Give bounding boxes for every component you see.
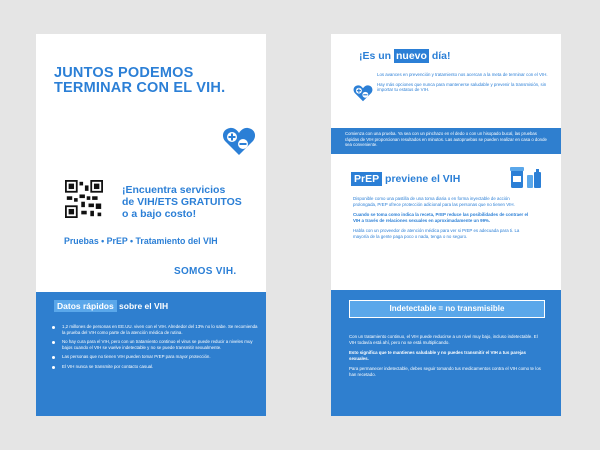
heart-plus-icon: [353, 84, 373, 102]
right-flyer-card: [331, 34, 561, 416]
qr-code-icon[interactable]: [65, 180, 103, 218]
new-day-title-suffix: día!: [428, 50, 451, 62]
brand-text: SOMOS VIH.: [174, 266, 237, 277]
intro-paragraph: Hay más opciones que nunca para mantenerse saludable y prevenir la transmisión, sin importar tu estatus de VIH.: [377, 81, 547, 93]
fact-item: Las personas que no tienen VIH pueden tomar PrEP para mayor protección.: [50, 354, 260, 360]
undetectable-paragraph: Esto significa que te mantienes saludable y no puedes transmitir el VIH a tus parejas sexuales.: [349, 350, 526, 361]
pill-bottle-icon: [509, 166, 543, 190]
undetectable-banner: Indetectable = no transmisible: [349, 300, 545, 318]
new-day-title: [359, 50, 451, 62]
left-title-line-1: JUNTOS PODEMOS: [54, 65, 194, 81]
fact-item: 1,2 millones de personas en EE.UU. viven con el VIH. Alrededor del 13% no lo sabe. Se recomienda la prueba del VIH como parte de la atención médica de rutina.: [50, 324, 260, 335]
prep-paragraph: Disponible como una pastilla de una toma diaria o en forma inyectable de acción prolongada, PrEP ofrece protección adicional para las personas que no tienen VIH.: [353, 196, 515, 207]
services-list: Pruebas • PrEP • Tratamiento del VIH: [64, 236, 218, 246]
intro-paragraph: Los avances en prevención y tratamiento nos acercan a la meta de terminar con el VIH.: [377, 72, 548, 77]
undetectable-paragraph: Con un tratamiento continuo, el VIH puede reducirse a un nivel muy bajo, incluso indetectable. El VIH todavía está ahí, pero no se está multiplicando.: [349, 334, 538, 345]
heart-plus-icon: [222, 126, 256, 156]
testing-band: Comienza con una prueba. Ya sea con un pinchazo en el dedo o con un hisopado bucal, las pruebas rápidas de VIH proporcionan resultados en minutos. Las autopruebas se pueden realizar en casa o donde sea conveniente.: [331, 128, 561, 154]
promo-line-2-prefix: de: [122, 196, 138, 208]
new-day-title-prefix: ¡Es un: [359, 50, 395, 62]
left-flyer-card: [36, 34, 266, 416]
quick-facts-panel: [36, 292, 266, 416]
promo-line-2: [122, 196, 262, 208]
quick-facts-list: [50, 324, 260, 374]
prep-title-rest: previene el VIH: [382, 173, 461, 185]
undetectable-panel: [331, 290, 561, 416]
undetectable-text: [349, 334, 545, 383]
quick-facts-title: [54, 301, 168, 311]
new-day-intro: [377, 72, 549, 97]
new-day-title-box: nuevo: [396, 50, 427, 62]
left-title-line-2: TERMINAR CON EL VIH.: [54, 80, 226, 96]
fact-item: No hay cura para el VIH, pero con un tratamiento continuo el virus se puede reducir a niveles muy bajos cuando el VIH se vuelve indetectable y no se puede transmitir sexualmente.: [50, 339, 260, 350]
prep-paragraph: Cuando se toma como indica la receta, PrEP reduce las posibilidades de contraer el VIH a través de relaciones sexuales en aproximadamente un 99%.: [353, 212, 529, 223]
prep-paragraph: Habla con un proveedor de atención médica para ver si PrEP es adecuada para ti. La mayoría de la gente paga poco o nada, tenga o no seguro.: [353, 228, 520, 239]
quick-facts-title-rest: sobre el VIH: [116, 301, 169, 311]
promo-highlight: VIH/ETS GRATUITOS: [137, 196, 242, 208]
somos-vih-logo: [174, 266, 236, 277]
promo-line-1: ¡Encuentra servicios: [122, 184, 226, 196]
fact-item: El VIH nunca se transmite por contacto casual.: [50, 364, 260, 370]
left-title: [54, 66, 254, 96]
promo-line-3: o a bajo costo!: [122, 208, 197, 220]
quick-facts-title-highlight: Datos rápidos: [54, 300, 117, 312]
prep-title: [351, 173, 460, 185]
prep-title-box: PrEP: [351, 172, 382, 186]
prep-body: [353, 196, 531, 245]
services-promo: [122, 184, 262, 220]
undetectable-paragraph: Para permanecer indetectable, debes seguir tomando tus medicamentos contra el VIH como te los han recetado.: [349, 366, 541, 377]
